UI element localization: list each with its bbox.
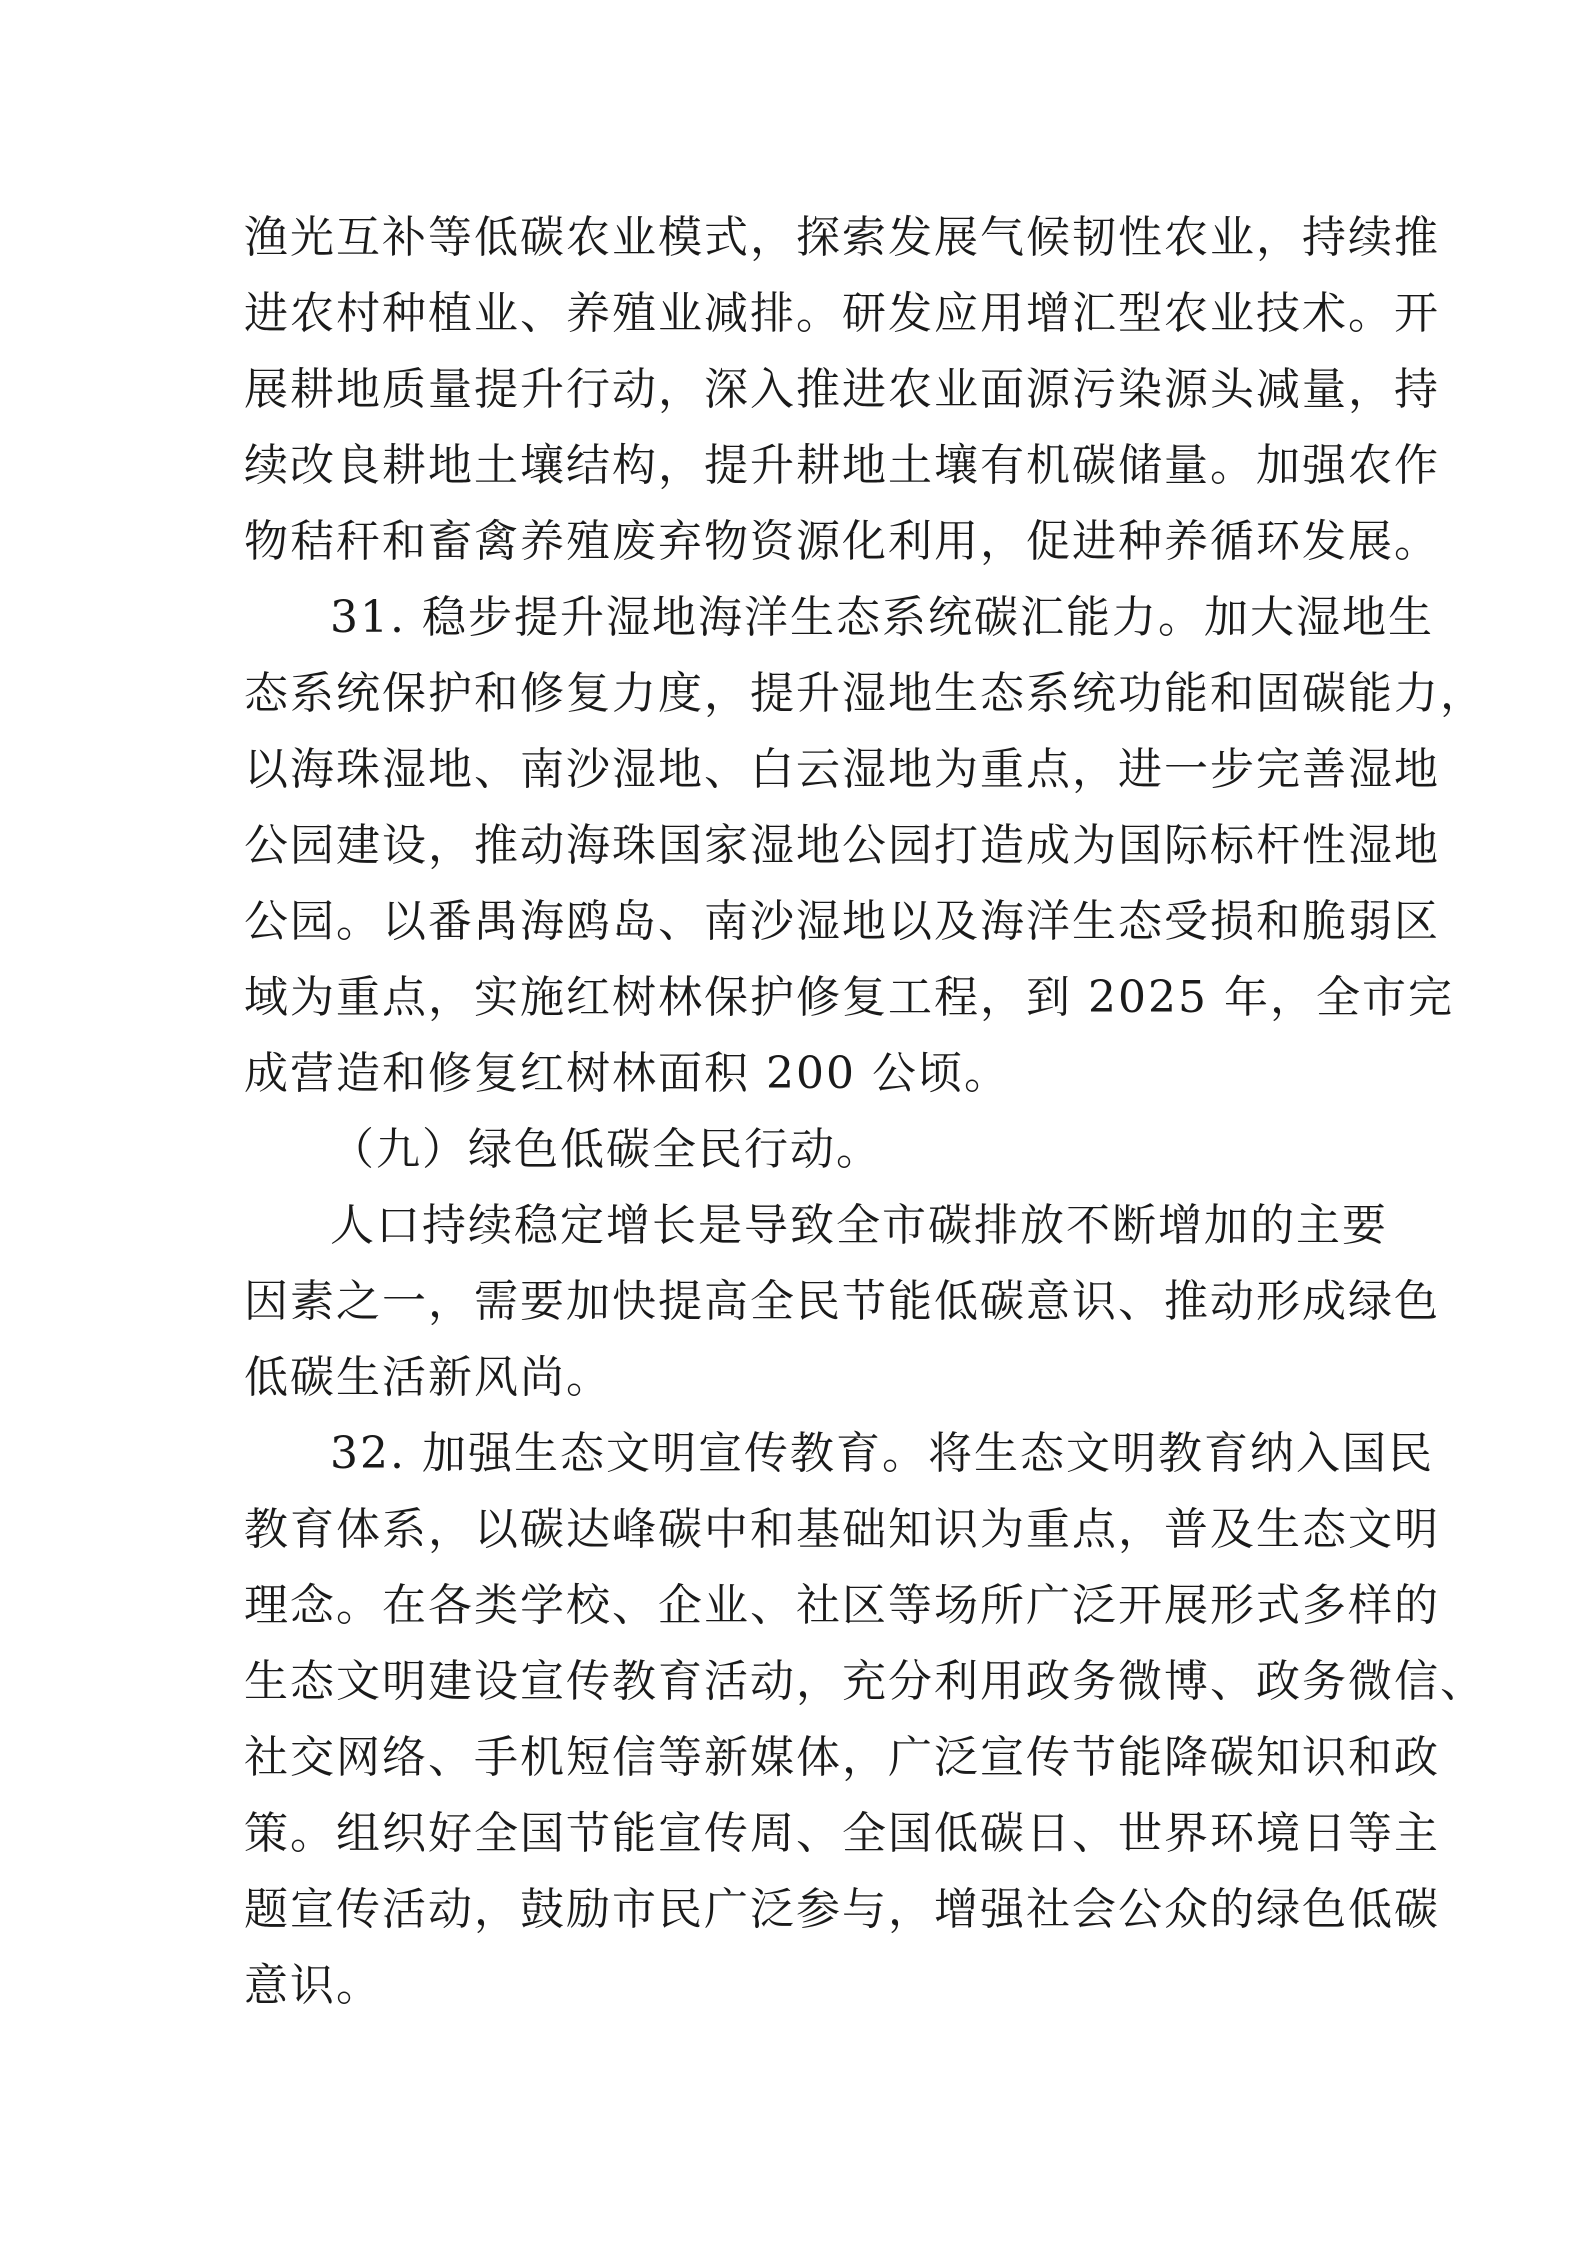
text-line: 进农村种植业、养殖业减排。研发应用增汇型农业技术。开 — [244, 288, 1440, 339]
text-line: 策。组织好全国节能宣传周、全国低碳日、世界环境日等主 — [244, 1808, 1440, 1859]
text-line: 渔光互补等低碳农业模式，探索发展气候韧性农业，持续推 — [244, 212, 1440, 263]
text-line: 因素之一，需要加快提高全民节能低碳意识、推动形成绿色 — [244, 1276, 1440, 1327]
text-line: 以海珠湿地、南沙湿地、白云湿地为重点，进一步完善湿地 — [244, 744, 1440, 795]
text-line: 低碳生活新风尚。 — [244, 1352, 612, 1403]
text-line: 续改良耕地土壤结构，提升耕地土壤有机碳储量。加强农作 — [244, 440, 1440, 491]
paragraph-intro: 人口持续稳定增长是导致全市碳排放不断增加的主要 — [330, 1200, 1388, 1251]
section-heading: （九）绿色低碳全民行动。 — [330, 1124, 882, 1175]
text-line: 态系统保护和修复力度，提升湿地生态系统功能和固碳能力， — [244, 668, 1486, 719]
text-line: 公园。以番禺海鸥岛、南沙湿地以及海洋生态受损和脆弱区 — [244, 896, 1440, 947]
paragraph-32-heading: 32. 加强生态文明宣传教育。将生态文明教育纳入国民 — [330, 1428, 1434, 1479]
paragraph-31-heading: 31. 稳步提升湿地海洋生态系统碳汇能力。加大湿地生 — [330, 592, 1434, 643]
text-line: 域为重点，实施红树林保护修复工程，到 2025 年，全市完 — [244, 972, 1454, 1023]
text-line: 物秸秆和畜禽养殖废弃物资源化利用，促进种养循环发展。 — [244, 516, 1440, 567]
text-line: 意识。 — [244, 1960, 382, 2011]
text-line: 展耕地质量提升行动，深入推进农业面源污染源头减量，持 — [244, 364, 1440, 415]
text-line: 公园建设，推动海珠国家湿地公园打造成为国际标杆性湿地 — [244, 820, 1440, 871]
text-line: 生态文明建设宣传教育活动，充分利用政务微博、政务微信、 — [244, 1656, 1486, 1707]
text-line: 题宣传活动，鼓励市民广泛参与，增强社会公众的绿色低碳 — [244, 1884, 1440, 1935]
text-line: 成营造和修复红树林面积 200 公顷。 — [244, 1048, 1010, 1099]
text-line: 社交网络、手机短信等新媒体，广泛宣传节能降碳知识和政 — [244, 1732, 1440, 1783]
text-line: 教育体系，以碳达峰碳中和基础知识为重点，普及生态文明 — [244, 1504, 1440, 1555]
text-line: 理念。在各类学校、企业、社区等场所广泛开展形式多样的 — [244, 1580, 1440, 1631]
